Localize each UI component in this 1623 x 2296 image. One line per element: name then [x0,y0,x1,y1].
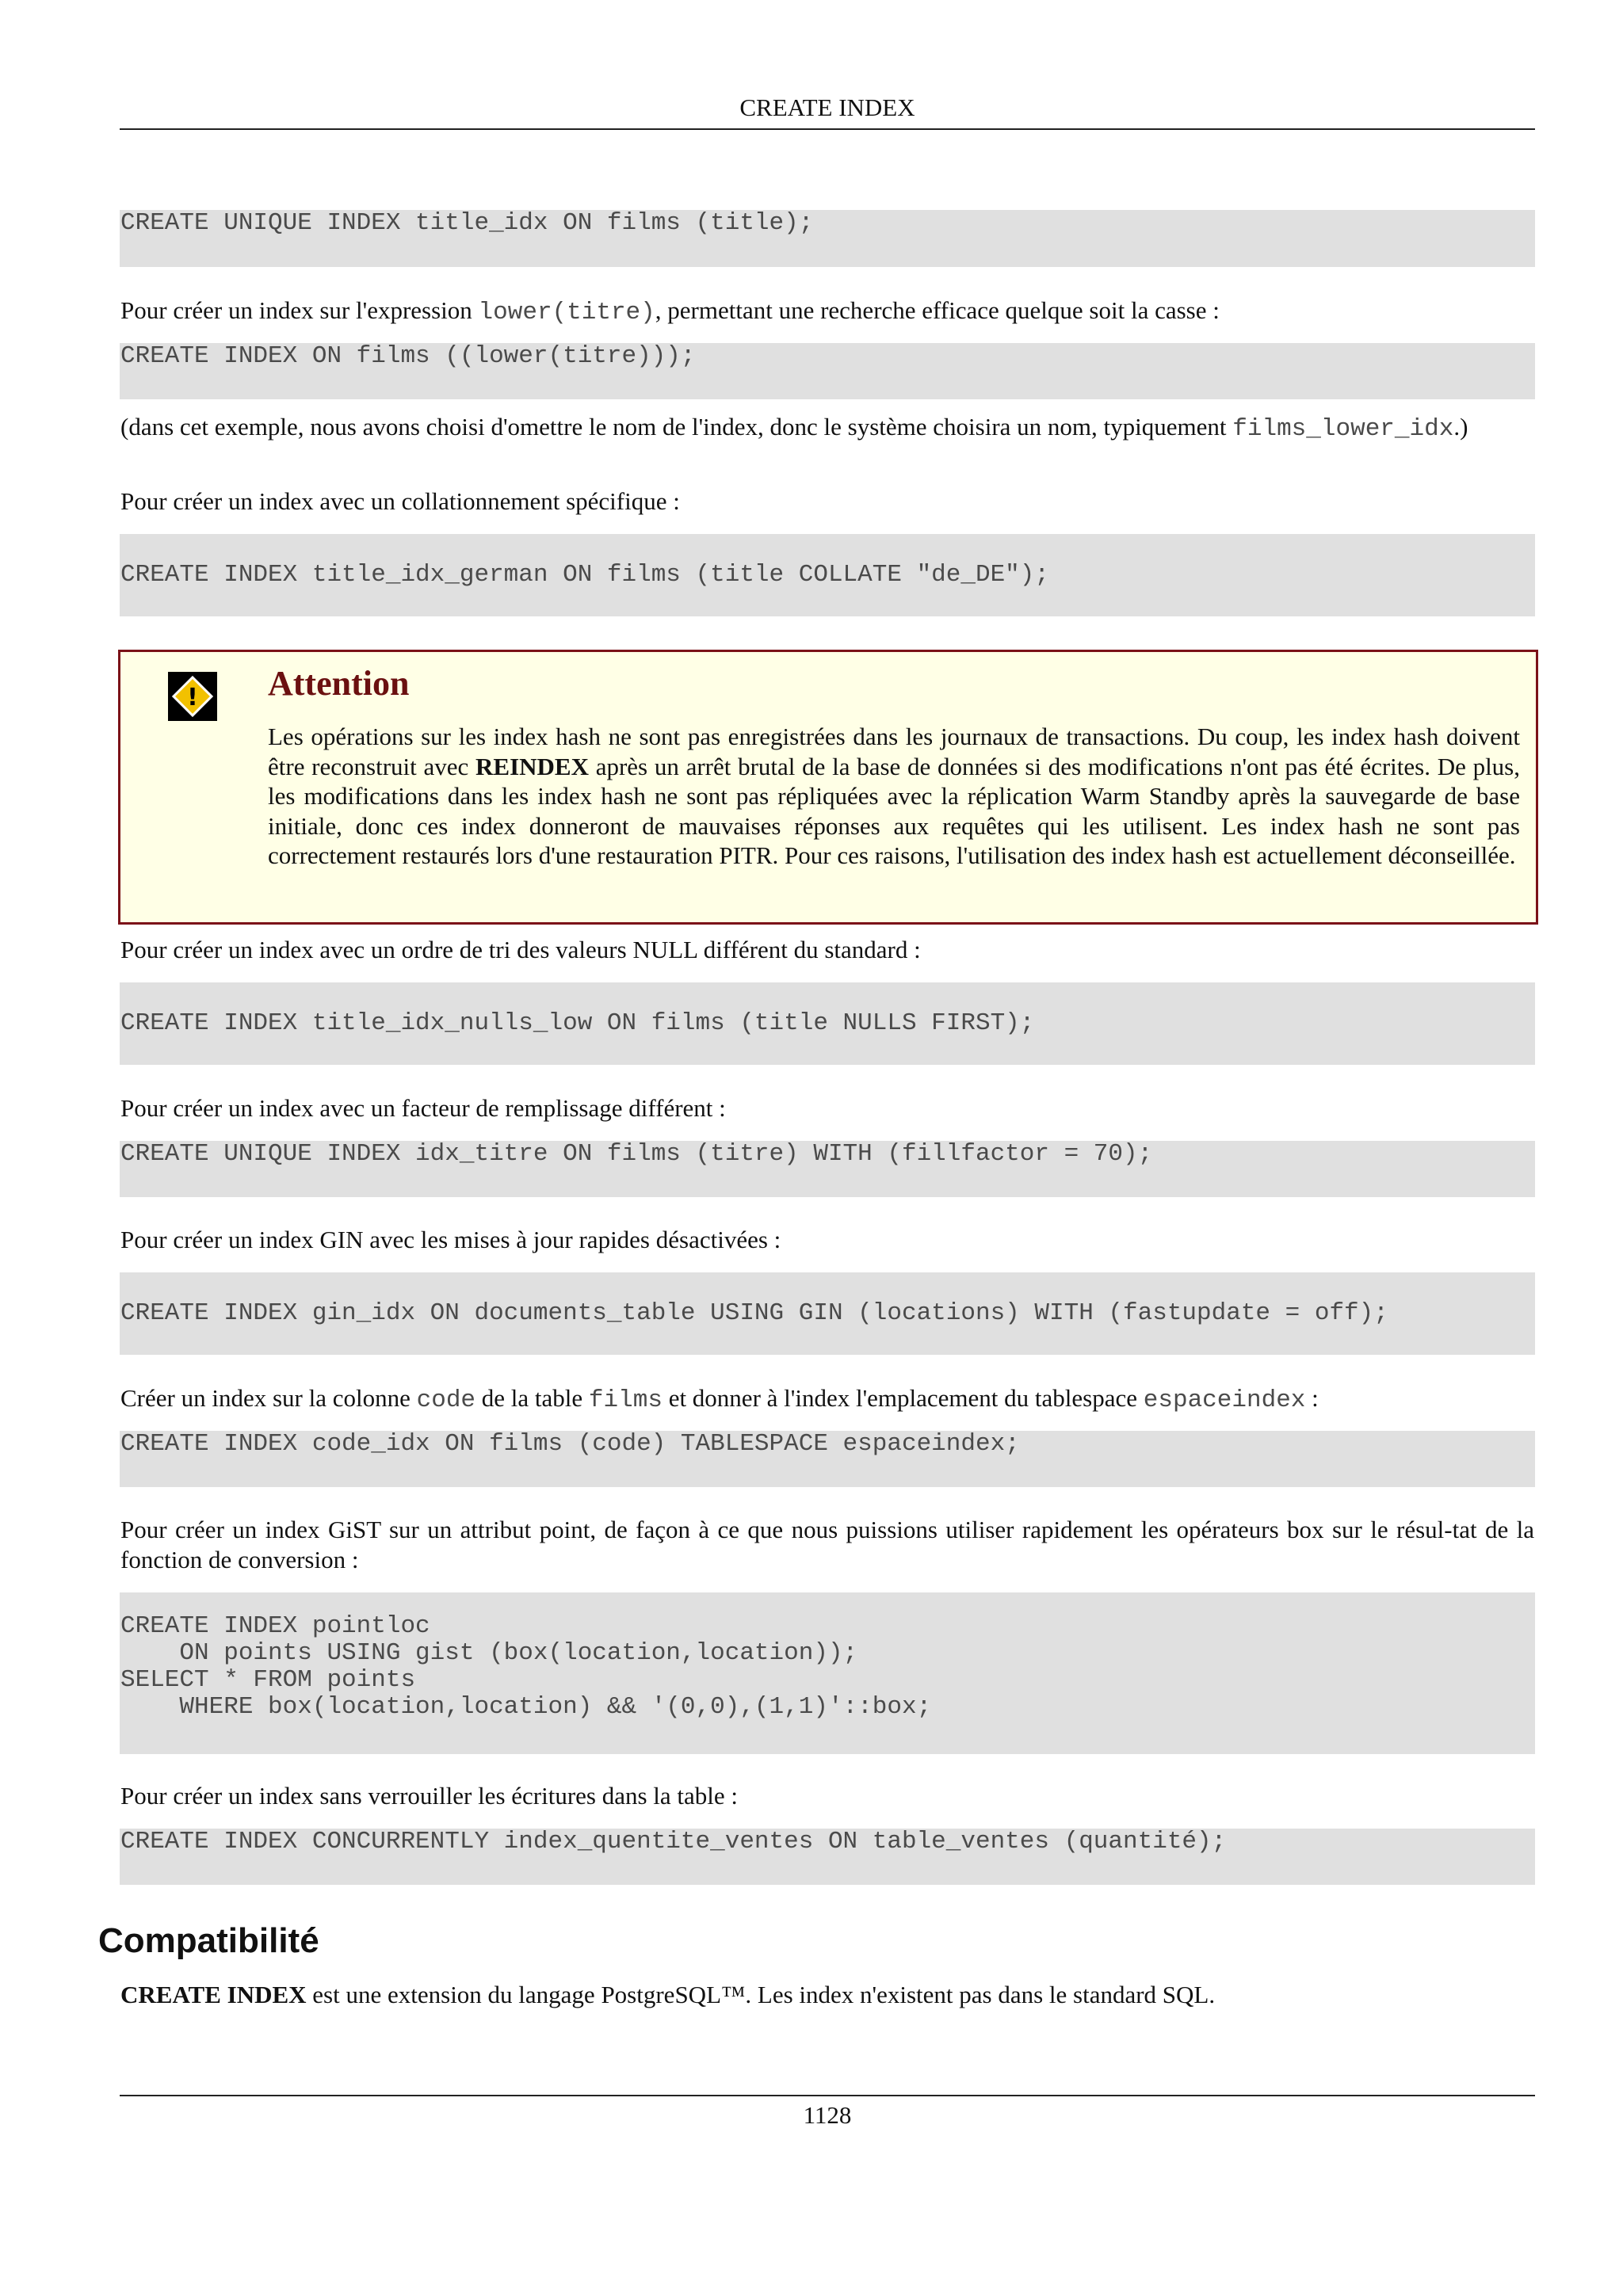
inline-code: films [588,1386,663,1414]
paragraph-gist: Pour créer un index GiST sur un attribut point, de façon à ce que nous puissions utiliser rapidement les opérateurs box sur le résul-tat de la fonction de conversion : [120,1516,1534,1573]
code-block-concurrently: CREATE INDEX CONCURRENTLY index_quentite_ventes ON table_ventes (quantité); [120,1829,1535,1885]
paragraph-text: de la table [475,1384,589,1412]
inline-code: films_lower_idx [1232,415,1454,443]
paragraph-text: et donner à l'index l'emplacement du tablespace [662,1384,1144,1412]
paragraph-concurrently: Pour créer un index sans verrouiller les écritures dans la table : [120,1782,739,1810]
paragraph-gin: Pour créer un index GIN avec les mises à jour rapides désactivées : [120,1226,781,1253]
inline-code: code [416,1386,476,1414]
page-number: 1128 [803,2101,852,2129]
code-block-tablespace: CREATE INDEX code_idx ON films (code) TABLESPACE espaceindex; [120,1431,1535,1487]
code-block-nulls-first: CREATE INDEX title_idx_nulls_low ON films (title NULLS FIRST); [120,982,1535,1065]
code-block-collate: CREATE INDEX title_idx_german ON films (title COLLATE "de_DE"); [120,534,1535,616]
code-block-unique-index: CREATE UNIQUE INDEX title_idx ON films (title); [120,210,1535,267]
warning-bold-command: REINDEX [475,752,589,780]
paragraph-default-name [120,412,1534,444]
paragraph-fillfactor: Pour créer un index avec un facteur de remplissage différent : [120,1094,726,1122]
compat-bold-command: CREATE INDEX [120,1981,307,2008]
warning-title: Attention [268,664,410,703]
section-heading-compatibility: Compatibilité [98,1921,319,1960]
paragraph-tablespace [120,1383,1534,1416]
paragraph-text: Pour créer un index sur l'expression [120,296,479,324]
warning-icon [168,672,217,721]
warning-text: après un arrêt brutal de la base de données si des modifications n'ont pas été écrites. De plus, les modifications dans les index hash ne sont pas répliquées avec la réplication Warm Standby après la sauvegarde de base initiale, donc ces index donneront de mauvaises réponses aux requêtes qui les utilisent. Les index hash ne sont pas correctement restaurés lors d'une restauration PITR. Pour ces raisons, l'utilisation des index hash est actuellement déconseillée. [268,752,1520,870]
code-block-gist: CREATE INDEX pointloc ON points USING gist (box(location,location)); SELECT * FROM points WHERE box(location,location) && '(0,0),(1,1)'::box; [120,1592,1535,1754]
warning-text: Les opérations sur les index hash ne sont pas enregistrées dans les journaux de transactions. Du coup, les index hash doivent être reconstruit avec [268,723,1520,780]
warning-icon-glyph: ! [187,684,198,711]
code-block-gin: CREATE INDEX gin_idx ON documents_table USING GIN (locations) WITH (fastupdate = off); [120,1272,1535,1355]
warning-box [118,650,1538,925]
paragraph-lower-index [120,296,1534,328]
code-block-fillfactor: CREATE UNIQUE INDEX idx_titre ON films (titre) WITH (fillfactor = 70); [120,1141,1535,1197]
paragraph-collate: Pour créer un index avec un collationnement spécifique : [120,487,680,515]
paragraph-text: Créer un index sur la colonne [120,1384,417,1412]
paragraph-nulls-order: Pour créer un index avec un ordre de tri des valeurs NULL différent du standard : [120,936,921,963]
footer-rule [120,2095,1535,2096]
header-rule [120,128,1535,130]
code-block-lower-index: CREATE INDEX ON films ((lower(titre))); [120,343,1535,399]
paragraph-compatibility [120,1980,1534,2010]
paragraph-text: est une extension du langage PostgreSQL™. Les index n'existent pas dans le standard SQL. [306,1981,1216,2008]
paragraph-text: (dans cet exemple, nous avons choisi d'omettre le nom de l'index, donc le système choisira un nom, typiquement [120,413,1233,441]
paragraph-text: .) [1453,413,1468,441]
inline-code: lower(titre) [478,299,655,326]
running-header-title: CREATE INDEX [739,93,915,121]
paragraph-text: : [1305,1384,1319,1412]
inline-code: espaceindex [1143,1386,1306,1414]
paragraph-text: , permettant une recherche efficace quelque soit la casse : [655,296,1220,324]
warning-body [268,722,1520,871]
